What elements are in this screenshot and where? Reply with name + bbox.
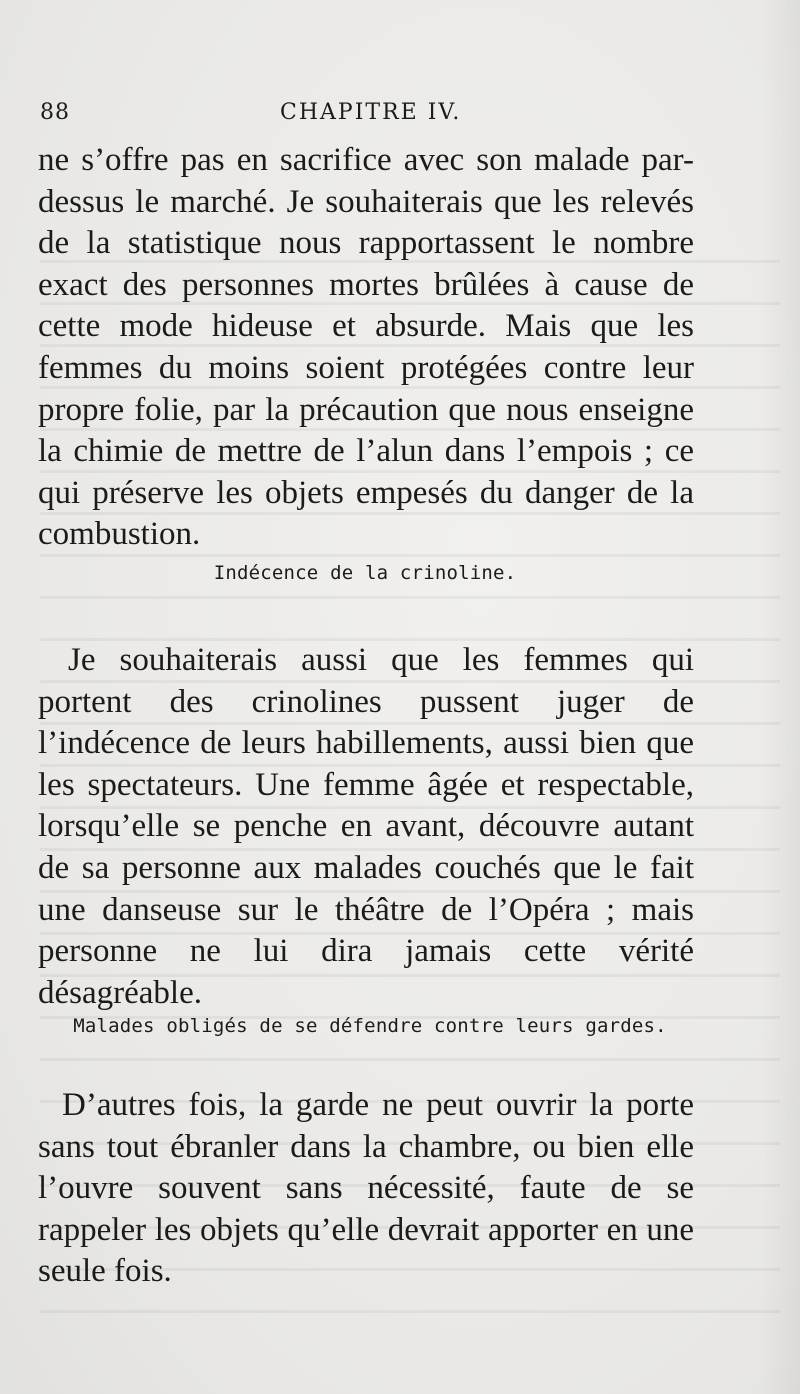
section-heading-gardes: Malades obligés de se défendre contre leurs gardes.	[73, 1015, 667, 1037]
running-title: CHAPITRE IV.	[280, 100, 462, 125]
paragraph-combustion: ne s’offre pas en sacrifice avec son malade par-dessus le marché. Je souhaiterais que les relevés de la statistique nous rapportassent le nombre exact des personnes mortes brûlées à cause de cette mode hideuse et absurde. Mais que les femmes du moins soient protégées contre leur propre folie, par la précaution que nous enseigne la chimie de mettre de l’alun dans l’empois ; ce qui préserve les objets empesés du danger de la combustion.	[38, 142, 694, 553]
paragraph-garde: D’autres fois, la garde ne peut ouvrir la porte sans tout ébranler dans la chambre, ou bien elle l’ouvre souvent sans nécessité, faute de se rappeler les objets qu’elle devrait apporter en une seule fois.	[38, 1087, 694, 1290]
paragraph-crinoline: Je souhaiterais aussi que les femmes qui portent des crinolines pussent juger de l’indécence de leurs habillements, aussi bien que les spectateurs. Une femme âgée et respectable, lorsqu’elle se penche en avant, découvre autant de sa personne aux malades couchés que le fait une danseuse sur le théâtre de l’Opéra ; mais personne ne lui dira jamais cette vérité désagréable.	[38, 642, 694, 1011]
page-edge-shadow	[760, 0, 800, 1394]
page-number: 88	[40, 100, 70, 125]
section-heading-crinoline: Indécence de la crinoline.	[213, 562, 517, 584]
page-header	[40, 100, 730, 130]
